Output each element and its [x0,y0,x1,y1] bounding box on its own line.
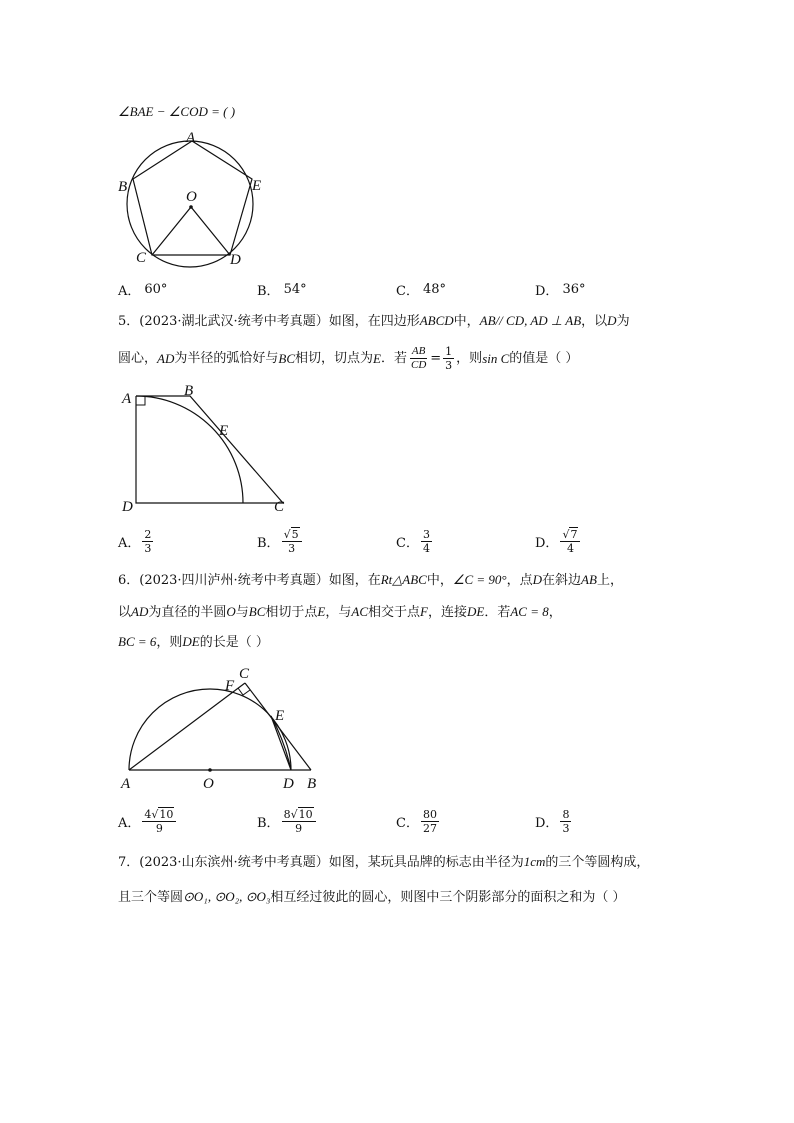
q4-label-o: O [186,189,197,205]
q5-right-angle [136,396,145,405]
q6-option-a[interactable]: A． $\frac{4√10}{9}$ [118,808,178,835]
q4-label-e: E [252,178,262,194]
q4-option-c[interactable]: C． 48° [396,282,446,299]
q6-option-d[interactable]: D． $\frac{8}{3}$ [535,808,570,835]
q6-option-b[interactable]: B． $\frac{8√10}{9}$ [257,808,318,835]
q6-label-b: B [307,776,317,792]
q6-right-angle [238,688,250,695]
q4-option-a[interactable]: A． 60° [118,282,168,299]
q6-stem-line3: BC = 6，则DE的长是（ ） [118,634,269,650]
q5-option-a[interactable]: A． $\frac{2}{3}$ [118,528,152,555]
q6-label-f: F [225,678,235,694]
q5-stem-line2: 圆心， AD 为半径的弧恰好与 BC 相切，切点为 E ．若 $\frac{AB}{CD}$ = $\frac{1}{3}$ ，则 sin C 的值是（ ） [118,345,579,372]
q4-option-b[interactable]: B． 54° [257,282,307,299]
q6-label-o: O [203,776,214,792]
q5-label-d: D [122,499,133,515]
q4-figure [114,128,274,270]
q5-label-a: A [122,391,132,407]
q5-ratio-value: $\frac{1}{3}$ [445,345,453,372]
q5-label-e: E [219,423,229,439]
q4-label-b: B [118,179,128,195]
q6-semicircle [129,689,291,770]
q5-figure [118,383,298,515]
q6-line-ac [129,683,245,770]
q4-option-d[interactable]: D． 36° [535,282,586,299]
q4-options [118,280,678,310]
q4-label-d: D [230,252,241,268]
q4-triangle-cod [152,207,230,255]
q7-stem-line1: 7．(2023·山东滨州·统考中考真题）如图，某玩具品牌的标志由半径为1cm的三个等圆构成， [118,854,650,870]
q4-stem-tail: ∠BAE − ∠COD = ( ) [118,104,236,119]
q5-quadrilateral [136,396,283,503]
q5-ratio-fraction: $\frac{AB}{CD}$ [410,345,427,371]
q6-label-c: C [239,666,250,682]
q4-label-c: C [136,250,147,266]
q7-stem-line2: 且三个等圆⊙O₁, ⊙O₂, ⊙O₃相互经过彼此的圆心，则图中三个阴影部分的面积之和为（ ） [118,889,626,905]
q6-line-de [271,716,291,770]
q6-stem-line2: 以AD为直径的半圆O与BC相切于点E，与AC相交于点F，连接DE．若AC = 8， [118,604,562,620]
q5-stem-line1: 5．(2023·湖北武汉·统考中考真题）如图，在四边形ABCD中，AB// CD, AD ⊥ AB，以D为 [118,313,630,329]
q5-options [118,528,678,562]
q6-label-d: D [283,776,294,792]
q5-label-c: C [274,499,285,515]
q6-center-dot [208,768,212,772]
q4-center-dot [189,205,193,209]
q5-option-b[interactable]: B． $\frac{√5}{3}$ [257,528,304,555]
q5-arc [136,396,243,503]
q6-label-e: E [275,708,285,724]
q5-option-c[interactable]: C． $\frac{3}{4}$ [396,528,430,555]
q6-label-a: A [121,776,131,792]
q5-option-d[interactable]: D． $\frac{√7}{4}$ [535,528,582,555]
q6-stem-line1: 6．(2023·四川泸州·统考中考真题）如图，在Rt△ABC中，∠C = 90°，点D在斜边AB上， [118,572,623,588]
q5-label-b: B [184,383,194,399]
q6-options [118,808,678,842]
q4-label-a: A [186,130,196,146]
q6-figure [115,662,325,794]
q6-option-c[interactable]: C． $\frac{80}{27}$ [396,808,437,835]
